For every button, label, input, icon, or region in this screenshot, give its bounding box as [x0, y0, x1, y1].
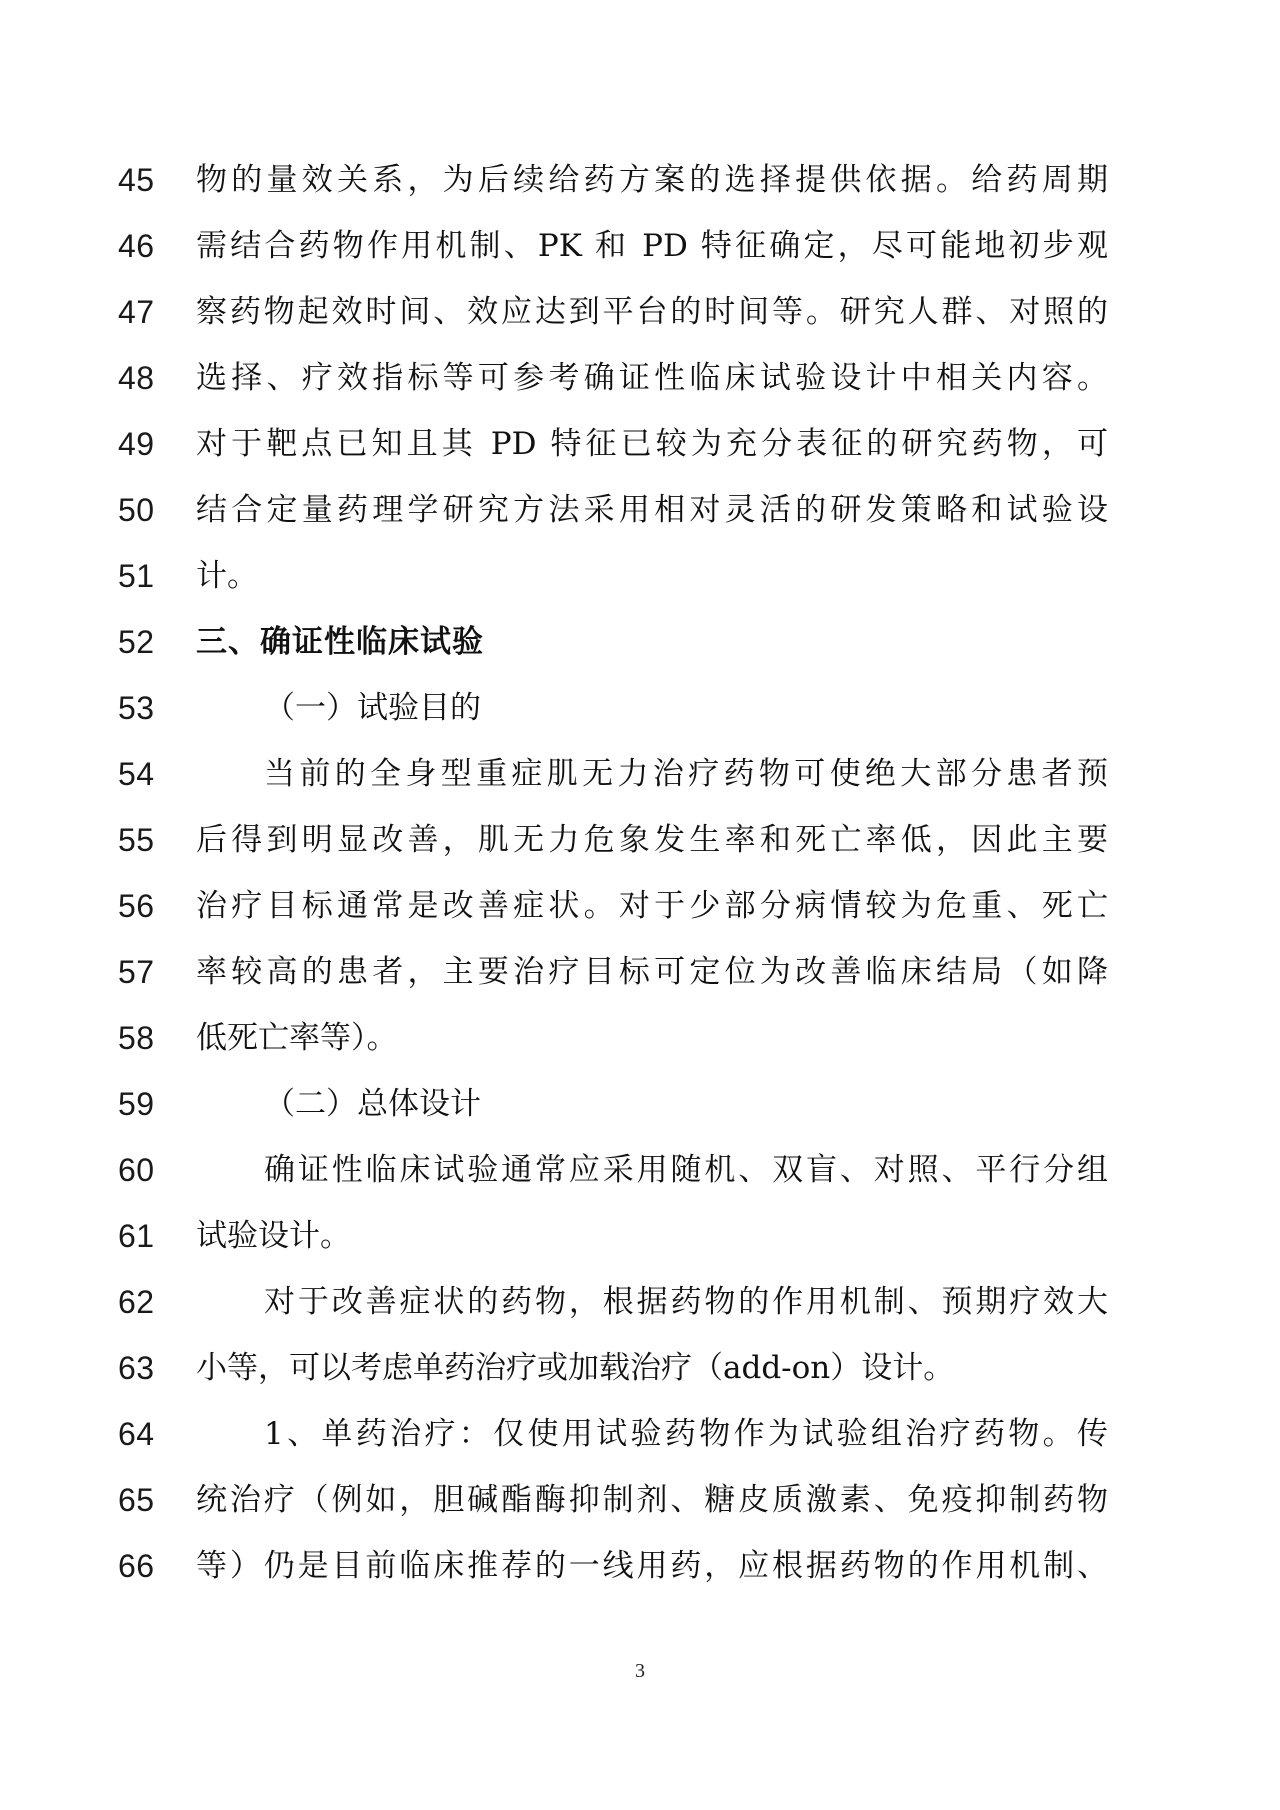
line-text: 试验设计。	[196, 1218, 351, 1254]
text-line	[0, 414, 1280, 474]
text-line	[0, 546, 1280, 606]
line-number: 48	[118, 360, 155, 396]
subsection-heading-line	[0, 678, 1280, 738]
line-text: 需结合药物作用机制、PK 和 PD 特征确定，尽可能地初步观	[196, 228, 1108, 264]
line-text: 物的量效关系，为后续给药方案的选择提供依据。给药周期	[196, 162, 1108, 198]
line-text: 计。	[196, 558, 258, 594]
line-number: 64	[118, 1416, 155, 1452]
subsection-heading: （二）总体设计	[264, 1086, 481, 1122]
line-number: 54	[118, 756, 155, 792]
line-number: 65	[118, 1482, 155, 1518]
subsection-heading: （一）试验目的	[264, 690, 481, 726]
text-line	[0, 1536, 1280, 1596]
text-line	[0, 810, 1280, 870]
text-line	[0, 1470, 1280, 1530]
line-number: 56	[118, 888, 155, 924]
line-number: 58	[118, 1020, 155, 1056]
page-number: 3	[635, 1660, 645, 1682]
text-line	[0, 1272, 1280, 1332]
section-heading-line	[0, 612, 1280, 672]
text-line	[0, 282, 1280, 342]
text-line	[0, 480, 1280, 540]
line-text: 小等，可以考虑单药治疗或加载治疗（add-on）设计。	[196, 1350, 955, 1386]
line-number: 50	[118, 492, 155, 528]
line-number: 63	[118, 1350, 155, 1386]
line-text: 当前的全身型重症肌无力治疗药物可使绝大部分患者预	[264, 756, 1108, 792]
line-number: 49	[118, 426, 155, 462]
text-line	[0, 1008, 1280, 1068]
text-line	[0, 744, 1280, 804]
line-text: 等）仍是目前临床推荐的一线用药，应根据药物的作用机制、	[196, 1548, 1108, 1584]
line-number: 45	[118, 162, 155, 198]
text-line	[0, 1140, 1280, 1200]
line-number: 53	[118, 690, 155, 726]
section-heading: 三、确证性临床试验	[196, 624, 484, 660]
line-text: 低死亡率等）。	[196, 1020, 398, 1056]
line-text: 对于改善症状的药物，根据药物的作用机制、预期疗效大	[264, 1284, 1108, 1320]
line-number: 47	[118, 294, 155, 330]
line-text: 结合定量药理学研究方法采用相对灵活的研发策略和试验设	[196, 492, 1108, 528]
line-text: 治疗目标通常是改善症状。对于少部分病情较为危重、死亡	[196, 888, 1108, 924]
line-text: 统治疗（例如，胆碱酯酶抑制剂、糖皮质激素、免疫抑制药物	[196, 1482, 1108, 1518]
text-line	[0, 1338, 1280, 1398]
line-number: 52	[118, 624, 155, 660]
line-text: 1、单药治疗：仅使用试验药物作为试验组治疗药物。传	[264, 1416, 1108, 1452]
line-text: 确证性临床试验通常应采用随机、双盲、对照、平行分组	[264, 1152, 1108, 1188]
line-text: 率较高的患者，主要治疗目标可定位为改善临床结局（如降	[196, 954, 1108, 990]
line-number: 66	[118, 1548, 155, 1584]
text-line	[0, 1206, 1280, 1266]
text-line	[0, 150, 1280, 210]
line-number: 59	[118, 1086, 155, 1122]
line-text: 后得到明显改善，肌无力危象发生率和死亡率低，因此主要	[196, 822, 1108, 858]
line-number: 57	[118, 954, 155, 990]
line-number: 51	[118, 558, 155, 594]
line-text: 察药物起效时间、效应达到平台的时间等。研究人群、对照的	[196, 294, 1108, 330]
line-text: 选择、疗效指标等可参考确证性临床试验设计中相关内容。	[196, 360, 1108, 396]
subsection-heading-line	[0, 1074, 1280, 1134]
line-number: 61	[118, 1218, 155, 1254]
text-line	[0, 216, 1280, 276]
text-line	[0, 348, 1280, 408]
line-number: 62	[118, 1284, 155, 1320]
line-number: 46	[118, 228, 155, 264]
line-number: 60	[118, 1152, 155, 1188]
line-text: 对于靶点已知且其 PD 特征已较为充分表征的研究药物，可	[196, 426, 1108, 462]
line-number: 55	[118, 822, 155, 858]
text-line	[0, 876, 1280, 936]
text-line	[0, 942, 1280, 1002]
text-line	[0, 1404, 1280, 1464]
